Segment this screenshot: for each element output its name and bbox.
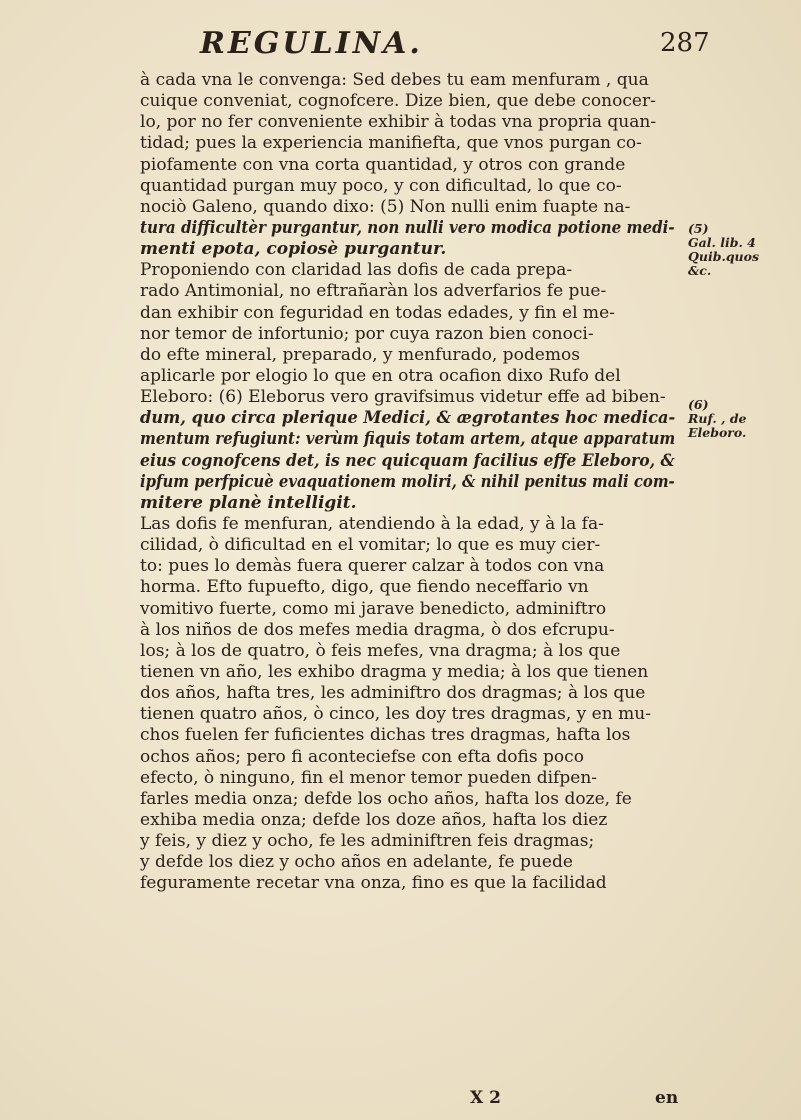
text-line: los; à los de quatro, ò feis mefes, vna dragma; à los que xyxy=(140,640,621,661)
text-line: cuique conveniat, cognofcere. Dize bien, que debe conocer- xyxy=(140,91,656,112)
text-line: do efte mineral, preparado, y menfurado, podemos xyxy=(140,344,580,365)
text-line: Eleboro: (6) Eleborus vero gravifsimus videtur effe ad biben- xyxy=(140,387,666,408)
page-number: 287 xyxy=(660,28,710,58)
text-line: menti epota, copiosè purgantur. xyxy=(140,239,447,260)
text-line: mitere planè intelligit. xyxy=(140,492,357,513)
catchword: en xyxy=(655,1088,679,1108)
signature-mark: X 2 xyxy=(470,1088,501,1108)
text-line: dan exhibir con feguridad en todas edades, y fin el me- xyxy=(140,302,615,323)
text-line: cilidad, ò dificultad en el vomitar; lo que es muy cier- xyxy=(140,535,601,556)
text-line: y feis, y diez y ocho, fe les adminiftren feis dragmas; xyxy=(140,831,595,852)
text-line: tienen vn año, les exhibo dragma y media; à los que tienen xyxy=(140,661,649,682)
text-line: farles media onza; defde los ocho años, hafta los doze, fe xyxy=(140,788,632,809)
text-line: à cada vna le convenga: Sed debes tu eam menfuram , qua xyxy=(140,70,649,90)
text-line: nor temor de infortunio; por cuya razon bien conoci- xyxy=(140,323,594,344)
margin-note-line: (6) xyxy=(688,397,709,412)
text-line: dos años, hafta tres, les adminiftro dos dragmas; à los que xyxy=(140,683,646,704)
text-line: tura difficultèr purgantur, non nulli vero modica potione medi- xyxy=(140,217,675,238)
margin-note-line: (5) xyxy=(688,221,709,236)
text-line: rado Antimonial, no eftrañaràn los adverfarios fe pue- xyxy=(140,281,607,302)
body-text xyxy=(140,70,680,894)
margin-note-line: Eleboro. xyxy=(688,425,747,440)
text-line: Las dofis fe menfuran, atendiendo à la edad, y à la fa- xyxy=(140,513,604,534)
text-line: ipfum perfpicuè evaquationem moliri, & nihil penitus mali com- xyxy=(140,471,675,492)
text-line: vomitivo fuerte, como mi jarave benedicto, adminiftro xyxy=(140,598,607,619)
text-line: y defde los diez y ocho años en adelante, fe puede xyxy=(140,852,573,873)
running-head: REGULINA. xyxy=(200,26,423,61)
margin-note-5 xyxy=(688,222,798,278)
text-line: piofamente con vna corta quantidad, y otros con grande xyxy=(140,154,626,175)
text-line: eius cognofcens det, is nec quicquam facilius effe Eleboro, & xyxy=(140,450,675,471)
text-line: tidad; pues la experiencia manifiefta, que vnos purgan co- xyxy=(140,133,642,154)
text-line: horma. Efto fupuefto, digo, que fiendo neceffario vn xyxy=(140,577,589,598)
margin-note-line: &c. xyxy=(688,263,712,278)
text-line: exhiba media onza; defde los doze años, hafta los diez xyxy=(140,809,608,830)
text-line: aplicarle por elogio lo que en otra ocafion dixo Rufo del xyxy=(140,365,621,386)
text-line: lo, por no fer conveniente exhibir à todas vna propria quan- xyxy=(140,112,657,133)
margin-note-line: Ruf. , de xyxy=(688,411,747,426)
text-line: tienen quatro años, ò cinco, les doy tres dragmas, y en mu- xyxy=(140,704,652,725)
text-line: mentum refugiunt: verùm fiquis totam artem, atque apparatum xyxy=(140,429,676,450)
text-line: dum, quo circa plerique Medici, & ægrotantes hoc medica- xyxy=(140,408,676,429)
margin-note-line: Quib.quos xyxy=(688,249,760,264)
page-header xyxy=(0,26,801,66)
text-line: à los niños de dos mefes media dragma, ò dos efcrupu- xyxy=(140,619,615,640)
text-line: ochos años; pero fi aconteciefse con efta dofis poco xyxy=(140,746,584,767)
text-line: Proponiendo con claridad las dofis de cada prepa- xyxy=(140,260,573,281)
text-line: quantidad purgan muy poco, y con dificultad, lo que co- xyxy=(140,175,622,196)
text-line: chos fuelen fer fuficientes dichas tres dragmas, hafta los xyxy=(140,725,631,746)
text-line: feguramente recetar vna onza, fino es que la facilidad xyxy=(140,873,607,894)
text-line: efecto, ò ninguno, fin el menor temor pueden difpen- xyxy=(140,767,598,788)
text-line: nociò Galeno, quando dixo: (5) Non nulli enim fuapte na- xyxy=(140,196,631,217)
margin-note-line: Gal. lib. 4 xyxy=(688,235,756,250)
margin-note-6 xyxy=(688,398,798,440)
text-line: to: pues lo demàs fuera querer calzar à todos con vna xyxy=(140,556,605,577)
